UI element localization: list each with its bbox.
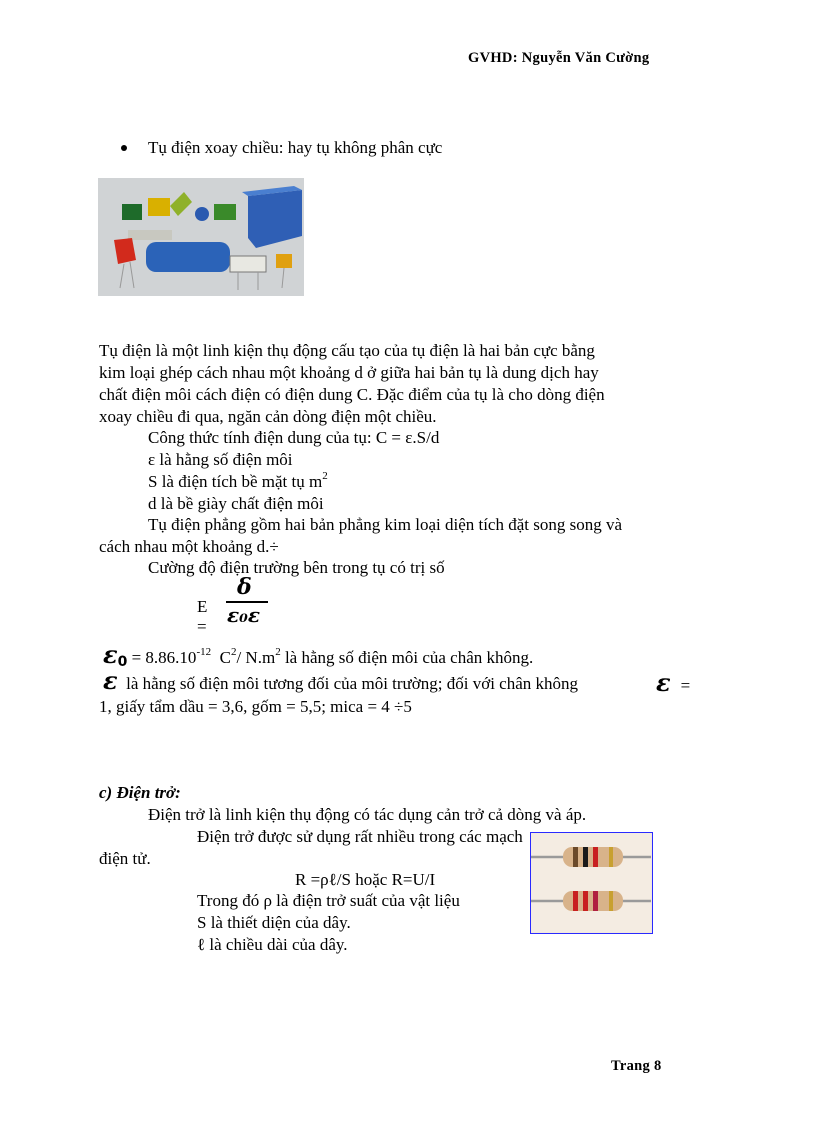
field-formula-numerator: δ xyxy=(237,574,252,600)
paragraph-line: xoay chiều đi qua, ngăn cản dòng điện một chiều. xyxy=(99,407,437,426)
resistor-line: điện tử. xyxy=(99,849,151,868)
section-heading: c) Điện trở: xyxy=(99,783,181,802)
relative-values-line: 1, giấy tẩm dầu = 3,6, gốm = 5,5; mica = 4 ÷5 xyxy=(99,697,412,716)
field-formula-lhs: E = xyxy=(197,597,208,636)
paragraph-line: Tụ điện là một linh kiện thụ động cấu tạo của tụ điện là hai bản cực bằng xyxy=(99,341,595,360)
bullet-marker xyxy=(121,145,127,151)
epsilon-symbol: ε xyxy=(103,640,118,669)
resistors-photo xyxy=(530,832,653,934)
epsilon0-line: $\varepsilon 0 = 8.86.10^{-12}$ $C^2/$ $N.m^2$ là hằng số điện môi của chân không. xyxy=(103,640,534,670)
def-thickness: d là bề giày chất điện môi xyxy=(148,494,324,513)
capacitors-photo xyxy=(98,178,304,296)
def-area: S là điện tích bề mặt tụ $m^2$ xyxy=(148,470,328,491)
resistor-line: Điện trở được sử dụng rất nhiều trong các mạch xyxy=(197,827,523,846)
parallel-plate-line: cách nhau một khoảng d.÷ xyxy=(99,537,279,556)
field-intro: Cường độ điện trường bên trong tụ có trị số xyxy=(148,558,445,577)
def-epsilon: ε là hằng số điện môi xyxy=(148,450,293,469)
page-number: Trang 8 xyxy=(611,1058,662,1074)
def-rho: Trong đó ρ là điện trở suất của vật liệu xyxy=(197,891,460,910)
field-formula-denominator: ε₀ε xyxy=(227,603,261,627)
paragraph-line: chất điện môi cách điện có điện dung C. Đặc điểm của tụ là cho dòng điện xyxy=(99,385,605,404)
resistor-line: Điện trở là linh kiện thụ động có tác dụng cản trở cả dòng và áp. xyxy=(148,805,587,824)
page-header: GVHD: Nguyễn Văn Cường xyxy=(468,50,650,66)
capacitance-formula: Công thức tính điện dung của tụ: C = ε.S/d xyxy=(148,428,440,447)
def-s: S là thiết diện của dây. xyxy=(197,913,351,932)
def-l: ℓ là chiều dài của dây. xyxy=(197,935,348,954)
paragraph-line: kim loại ghép cách nhau một khoảng d ở giữa hai bản tụ là dung dịch hay xyxy=(99,363,599,382)
parallel-plate-line: Tụ điện phẳng gồm hai bản phẳng kim loại diện tích đặt song song và xyxy=(148,515,623,534)
resistance-formula: R =ρℓ/S hoặc R=U/I xyxy=(295,870,436,889)
bullet-text: Tụ điện xoay chiều: hay tụ không phân cực xyxy=(148,138,443,157)
epsilon-symbol: ε xyxy=(103,666,118,695)
epsilon-subscript: 0 xyxy=(117,654,128,670)
epsilon-symbol-2: ε = xyxy=(656,668,691,697)
relative-permittivity-line: ε là hằng số điện môi tương đối của môi trường; đối với chân không xyxy=(103,666,579,695)
